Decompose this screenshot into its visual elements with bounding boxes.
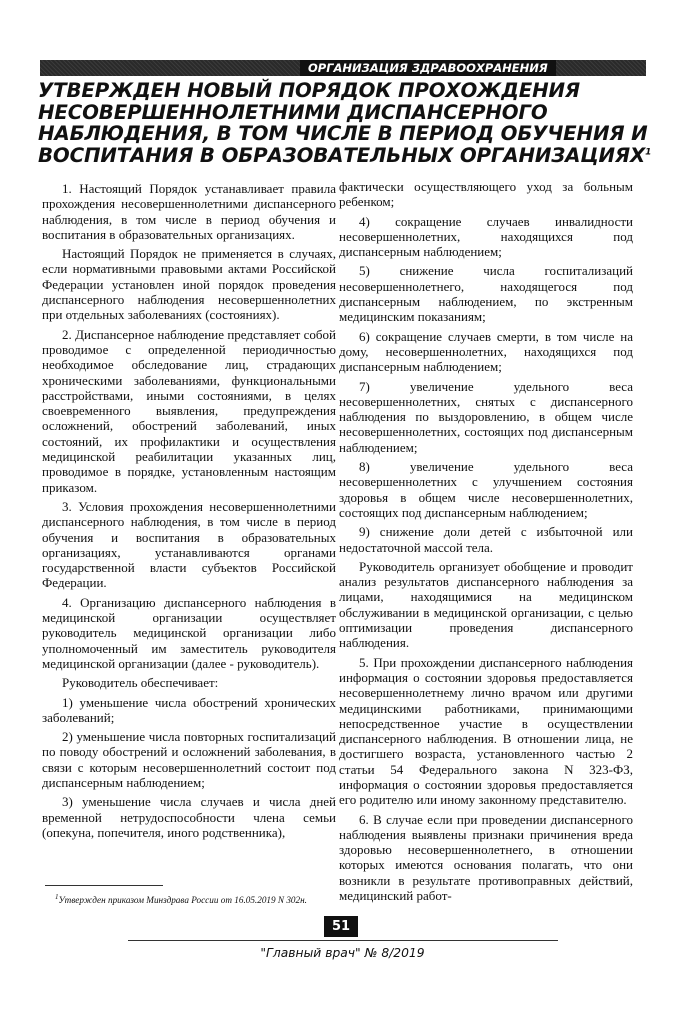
list-item: 5) снижение числа госпитализаций несовершеннолетнего, находящегося под диспансерным наблюдением, по экстренным медицинским показаниям; [339, 263, 633, 325]
title-line-last [38, 145, 650, 167]
paragraph: Руководитель организует обобщение и проводит анализ результатов диспансерного наблюдения за лицами, находящимися на медицинском обслуживании в медицинской организации, с целью оптимизации проведения диспансерного наблюдения. [339, 558, 633, 651]
title-line-text: ВОСПИТАНИЯ В ОБРАЗОВАТЕЛЬНЫХ ОРГАНИЗАЦИЯХ [38, 143, 646, 167]
paragraph: 4. Организацию диспансерного наблюдения в медицинской организации осуществляет руководитель медицинской организации либо уполномоченный им заместитель руководителя медицинской организации (далее - руководитель). [42, 594, 336, 671]
page-number: 51 [324, 916, 358, 937]
title-line: УТВЕРЖДЕН НОВЫЙ ПОРЯДОК ПРОХОЖДЕНИЯ [38, 79, 580, 102]
paragraph: 1. Настоящий Порядок устанавливает правила прохождения несовершеннолетними диспансерного наблюдения, в том числе в период обучения и воспитания в образовательных организациях. [42, 181, 336, 242]
list-item: 4) сокращение случаев инвалидности несовершеннолетних, находящихся под диспансерным наблюдением; [339, 213, 633, 260]
list-item: 8) увеличение удельного веса несовершеннолетних с улучшением состояния здоровья в общем числе несовершеннолетних, состоящих под диспансерным наблюдением; [339, 459, 633, 520]
section-label: ОРГАНИЗАЦИЯ ЗДРАВООХРАНЕНИЯ [300, 60, 556, 76]
footer-divider [128, 940, 558, 941]
list-item: 3) уменьшение числа случаев и числа дней временной нетрудоспособности члена семьи (опекуна, попечителя, иного родственника), [42, 794, 336, 840]
list-item: 6) сокращение случаев смерти, в том числе на дому, несовершеннолетних, находящихся под диспансерным наблюдением; [339, 328, 633, 375]
journal-name: "Главный врач" № 8/2019 [260, 946, 425, 960]
list-item: 2) уменьшение числа повторных госпитализаций по поводу обострений и осложнений заболевания, в связи с которым несовершеннолетний состоит под диспансерным наблюдением; [42, 729, 336, 790]
section-banner [40, 60, 646, 76]
paragraph: 2. Диспансерное наблюдение представляет собой проводимое с определенной периодичностью необходимое обследование лиц, страдающих хроническими заболеваниями, функциональными расстройствами, иными состояниями, в целях своевременного выявления, предупреждения осложнений, обострений заболеваний, иных состояний, их профилактики и осуществления медицинской реабилитации указанных лиц, проводимое в порядке, установленным настоящим приказом. [42, 326, 336, 495]
title-line: НАБЛЮДЕНИЯ, В ТОМ ЧИСЛЕ В ПЕРИОД ОБУЧЕНИЯ И [38, 122, 648, 145]
left-column [42, 181, 336, 841]
paragraph-continuation: фактически осуществляющего уход за больным ребенком; [339, 179, 633, 210]
paragraph: 6. В случае если при проведении диспансерного наблюдения выявлены признаки причинения вреда здоровью несовершеннолетнего, в отношении которых имеются основания полагать, что они возникли в результате противоправных действий, медицинский работ- [339, 811, 633, 904]
footnote-text: Утвержден приказом Минздрава России от 16.05.2019 N 302н. [58, 895, 307, 906]
paragraph: Настоящий Порядок не применяется в случаях, если нормативными правовыми актами Российской Федерации установлен иной порядок проведения диспансерного наблюдения несовершеннолетних при отдельных заболеваниях (состояниях). [42, 246, 336, 323]
title-line: НЕСОВЕРШЕННОЛЕТНИМИ ДИСПАНСЕРНОГО [38, 100, 548, 124]
right-column [339, 179, 633, 904]
paragraph: 5. При прохождении диспансерного наблюдения информация о состоянии здоровья предоставляется несовершеннолетнему лично врачом или другими медицинскими работниками, принимающими непосредственное участие в осуществлении диспансерного наблюдения. В отношении лица, не достигшего возраста, установленного частью 2 статьи 54 Федерального закона N 323-ФЗ, информация о состоянии здоровья предоставляется его родителю или иному законному представителю. [339, 654, 633, 808]
footnote-divider [45, 885, 163, 886]
title-footnote-mark: 1 [645, 146, 652, 157]
list-item: 1) уменьшение числа обострений хронических заболеваний; [42, 694, 336, 725]
paragraph: 3. Условия прохождения несовершеннолетними диспансерного наблюдения, в том числе в период обучения и воспитания в образовательных организациях, устанавливаются органами государственной власти субъектов Российской Федерации. [42, 498, 336, 591]
paragraph: Руководитель обеспечивает: [62, 675, 219, 691]
list-item: 9) снижение доли детей с избыточной или недостаточной массой тела. [339, 524, 633, 555]
article-title [38, 80, 650, 166]
list-item: 7) увеличение удельного веса несовершеннолетних, снятых с диспансерного наблюдения по выздоровлению, в общем числе несовершеннолетних, состоящих под диспансерным наблюдением; [339, 378, 633, 455]
footnote [55, 891, 455, 906]
footnote-mark: 1 [55, 893, 59, 901]
